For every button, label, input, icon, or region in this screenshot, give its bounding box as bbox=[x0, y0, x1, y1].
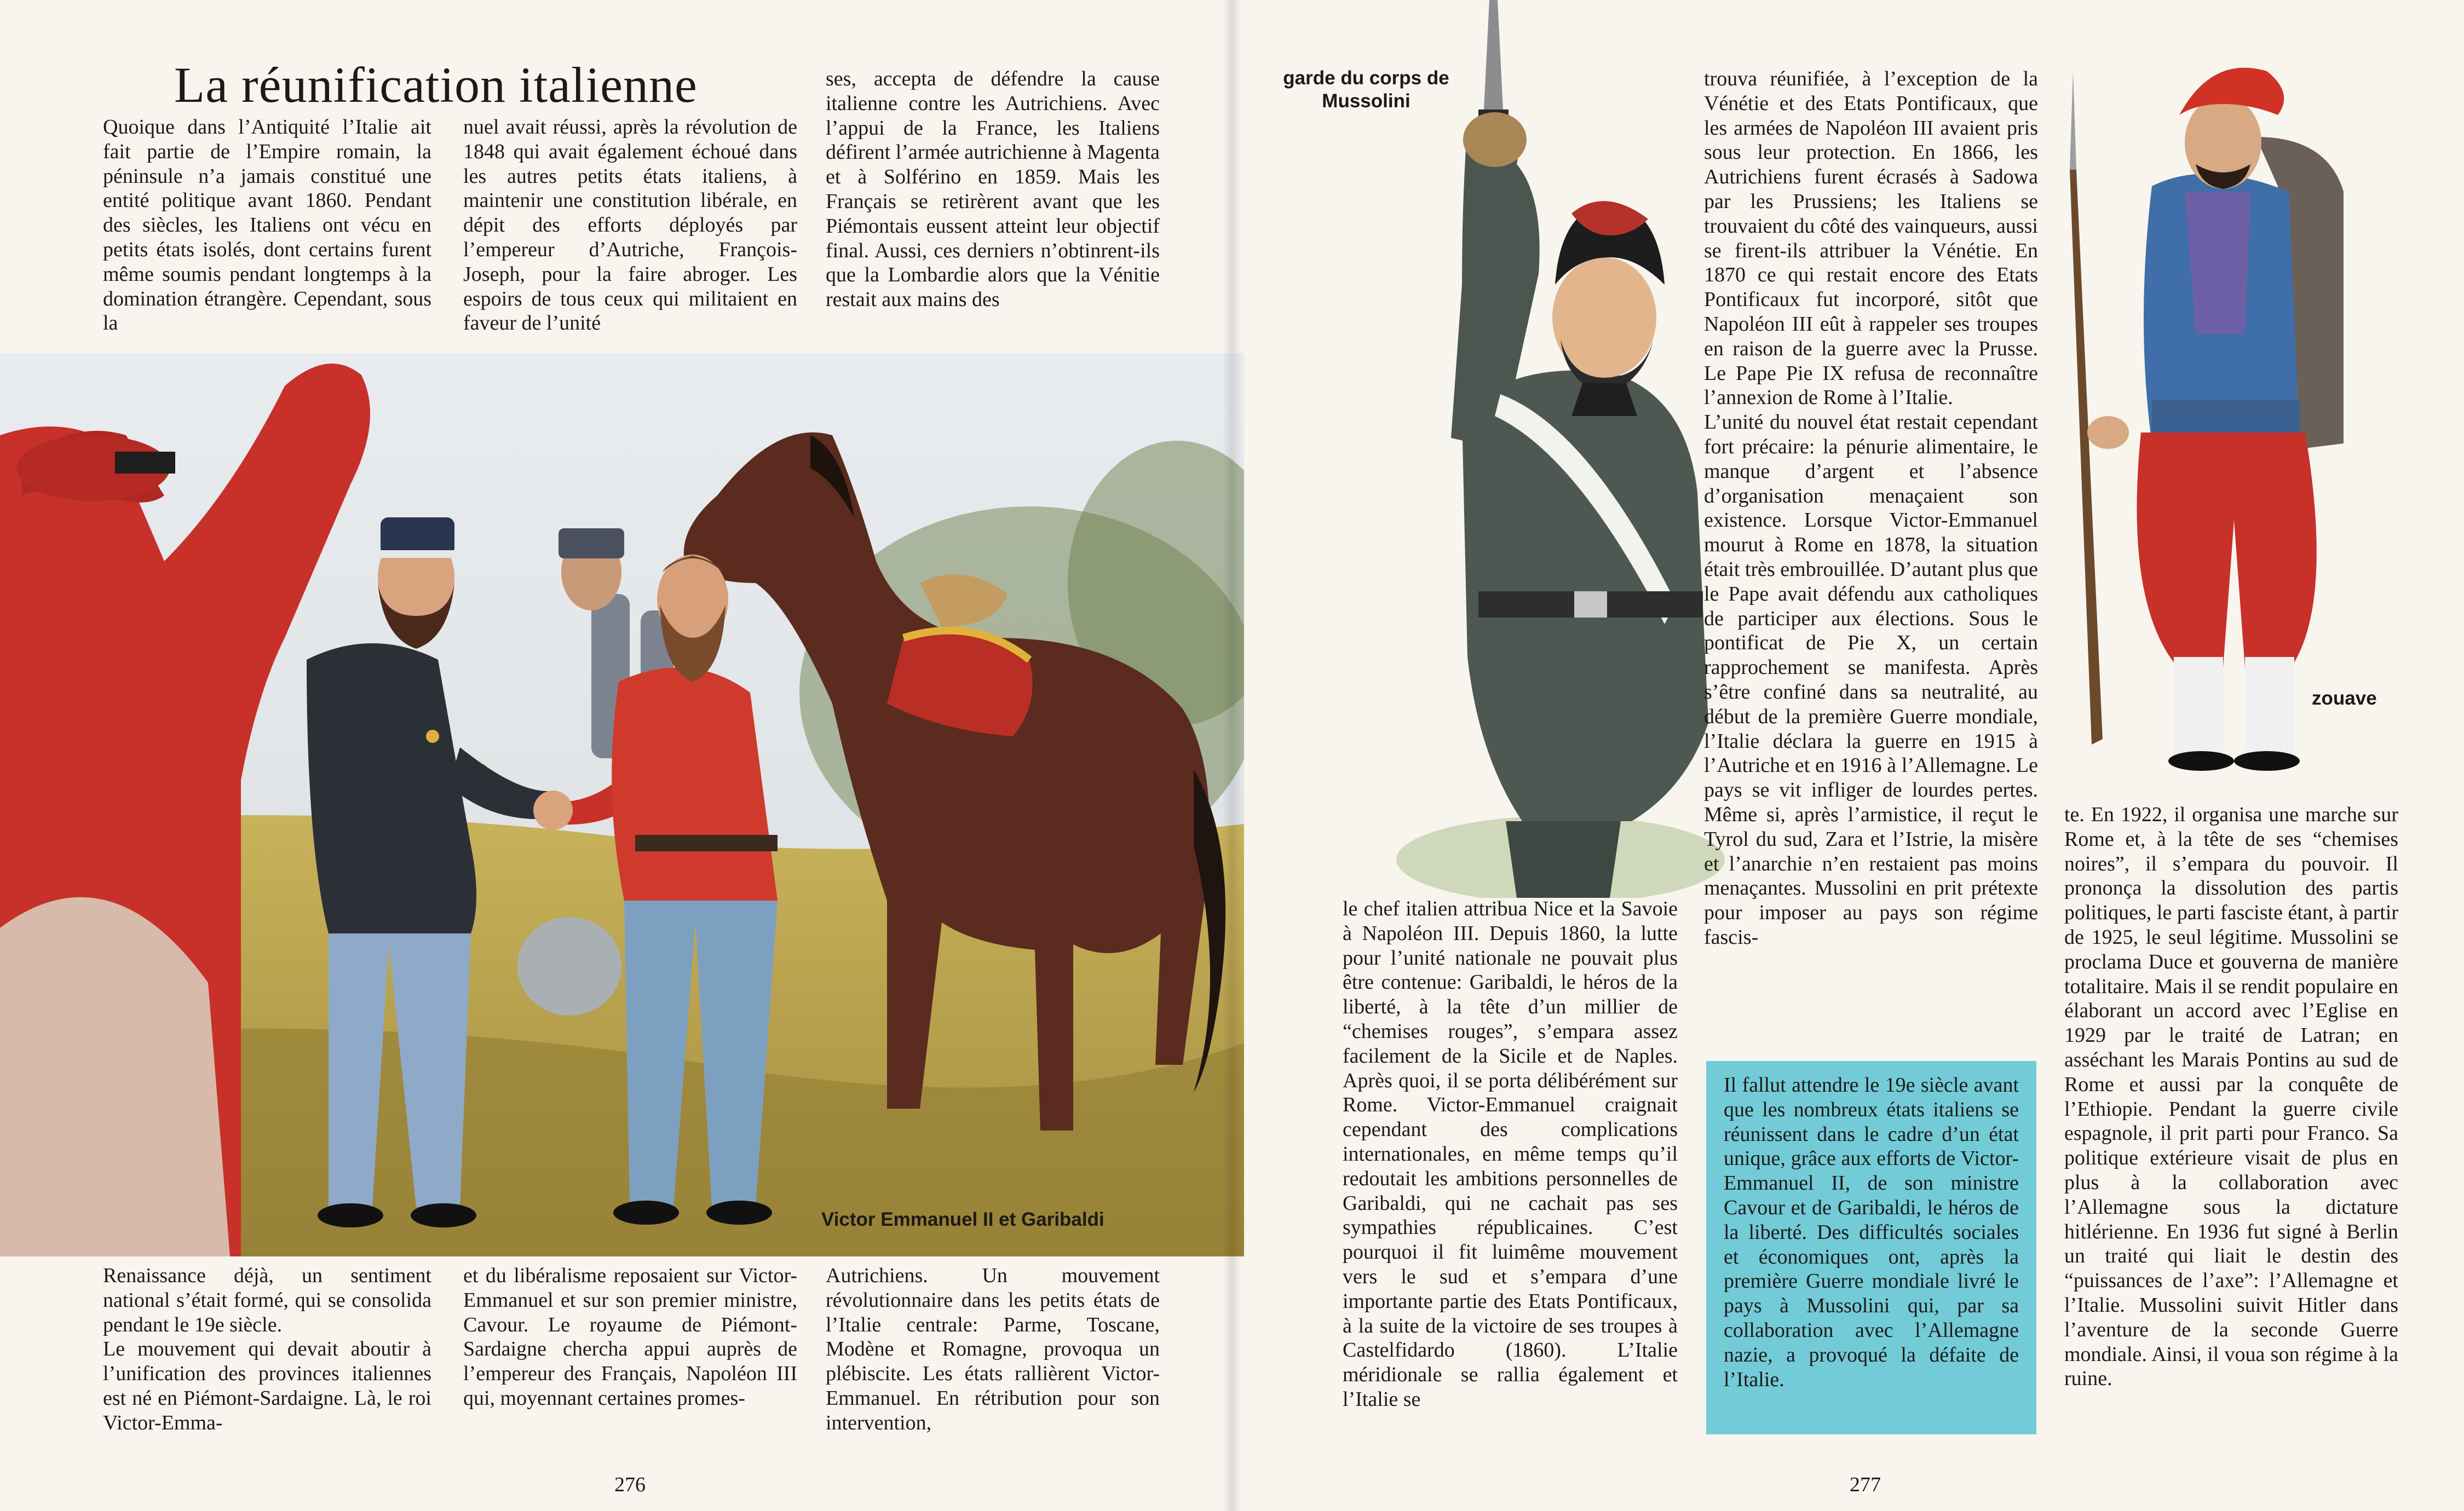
summary-info-box bbox=[1706, 1061, 2036, 1434]
illustration-victor-garibaldi bbox=[0, 353, 1244, 1256]
paragraph: et du libéralisme reposaient sur Victor-Emmanuel et sur son premier ministre, Cavour. Le royaume de Piémont-Sardaigne chercha appui auprès de l’empereur des Français, Napoléon III qui, moyennant certaines promes- bbox=[463, 1264, 797, 1410]
left-col1-bottom bbox=[103, 1264, 431, 1435]
paragraph: nuel avait réussi, après la révolution de 1848 qui avait également échoué dans les autres petits états italiens, à maintenir une constitution libérale, en dépit des efforts déployés par l’empereur d’Autriche, François-Joseph, pour la faire abroger. Les espoirs de tous ceux qui militaient en faveur de l’unité bbox=[463, 116, 797, 335]
paragraph: Renaissance déjà, un sentiment national s’était formé, qui se consolida pendant le 19e siècle. bbox=[103, 1264, 431, 1336]
right-col-c bbox=[2064, 803, 2398, 1391]
right-col-b bbox=[1704, 67, 2038, 950]
illustration-zouave bbox=[2070, 49, 2354, 788]
paragraph: trouva réunifiée, à l’exception de la Vénétie et des Etats Pontificaux, que les armées de Napoléon III avaient pris sous leur protection. En 1866, les Autrichiens furent écrasés à Sadowa par les Prussiens; les Italiens se trouvaient du côté des vainqueurs, aussi se firent-ils attribuer la Vénétie. En 1870 ce qui restait encore des Etats Pontificaux fut incorporé, sitôt que Napoléon III eût à rappeler ses troupes en raison de la guerre avec la Prusse. Le Pape Pie IX refusa de reconnaître l’annexion de Rome à l’Italie. bbox=[1704, 67, 2038, 410]
page-title: La réunification italienne bbox=[174, 57, 698, 113]
paragraph: Autrichiens. Un mouvement révolutionnaire dans les petits états de l’Italie centrale: Parme, Toscane, Modène et Romagne, provoqua un plébiscite. Les états rallièrent Victor-Emmanuel. En rétribution pour son intervention, bbox=[826, 1264, 1160, 1434]
right-col-a bbox=[1343, 897, 1678, 1412]
illustration-painting bbox=[0, 353, 1244, 1256]
paragraph: ses, accepta de défendre la cause italienne contre les Autrichiens. Avec l’appui de la France, les Italiens défirent l’armée autrichienne à Magenta et à Solférino en 1859. Mais les Français se retirèrent avant que les Piémontais eussent atteint leur objectif final. Aussi, ces derniers n’obtinrent-ils que la Lombardie alors que la Vénitie restait aux mains des bbox=[826, 67, 1160, 312]
paragraph: L’unité du nouvel état restait cependant fort précaire: la pénurie alimentaire, le manque d’argent et l’absence d’organisation menaçaient son existence. Lorsque Victor-Emmanuel mourut à Rome en 1878, la situation était très embrouillée. D’autant plus que le Pape avait défendu aux catholiques de participer aux élections. Sous le pontificat de Pie X, un certain rapprochement se manifesta. Après s’être confiné dans sa neutralité, au début de la première Guerre mondiale, l’Italie déclara la guerre en 1915 à l’Autriche et en 1916 à l’Allemagne. Le pays se vit infliger de lourdes pertes. Même si, après l’armistice, il reçut le Tyrol du sud, Zara et l’Istrie, la misère et l’anarchie n’en restaient pas moins menaçantes. Mussolini en prit prétexte pour imposer au pays son régime fascis- bbox=[1704, 411, 2038, 949]
info-box-text: Il fallut attendre le 19e siècle avant que les nombreux états italiens se réunissent dans le cadre d’un état unique, grâce aux efforts de Victor-Emmanuel II, de son ministre Cavour et de Garibaldi, le héros de la liberté. Des difficultés sociales et économiques ont, après la première Guerre mondiale livré le pays à Mussolini qui, par sa collaboration avec l’Allemagne nazie, a provoqué la défaite de l’Italie. bbox=[1724, 1074, 2019, 1391]
left-col2-bottom bbox=[463, 1264, 797, 1411]
page-gutter bbox=[1222, 0, 1242, 1511]
left-col3-bottom bbox=[826, 1264, 1160, 1435]
caption-zouave: zouave bbox=[2312, 688, 2377, 709]
left-col3-top bbox=[826, 67, 1160, 312]
illustration-caption: Victor Emmanuel II et Garibaldi bbox=[821, 1209, 1104, 1230]
left-col1-top bbox=[103, 115, 431, 336]
page-number-right: 277 bbox=[1850, 1473, 1881, 1496]
paragraph: te. En 1922, il organisa une marche sur Rome et, à la tête de ses “chemises noires”, il s’empara du pouvoir. Il prononça la dissolution des partis politiques, le parti fasciste étant, à partir de 1925, le seul légitime. Mussolini se proclama Duce et gouverna de manière totalitaire. Mais il se rendit populaire en élaborant un accord avec l’Eglise en 1929 par le traité de Latran; en asséchant les Marais Pontins au sud de Rome et aussi par la conquête de l’Ethiopie. Pendant la guerre civile espagnole, il prit parti pour Franco. Sa politique extérieure visait de plus en plus à la collaboration avec l’Allemagne sous la dictature hitlérienne. En 1936 fut signé à Berlin un traité qui liait le destin des “puissances de l’axe”: l’Allemagne et l’Italie. Mussolini suivit Hitler dans l’aventure de la seconde Guerre mondiale. Ainsi, il voua son régime à la ruine. bbox=[2064, 803, 2398, 1391]
page-number-left: 276 bbox=[614, 1473, 646, 1496]
paragraph: Le mouvement qui devait aboutir à l’unification des provinces italiennes est né en Piémont-Sardaigne. Là, le roi Victor-Emma- bbox=[103, 1337, 431, 1434]
paragraph: le chef italien attribua Nice et la Savoie à Napoléon III. Depuis 1860, la lutte pour l’unité nationale ne pouvait plus être contenue: Garibaldi, le héros de la liberté, à la tête d’un millier de “chemises rouges”, s’empara assez facilement de la Sicile et de Naples. Après quoi, il se porta délibérément sur Rome. Victor-Emmanuel craignait cependant des complications internationales, en même temps qu’il redoutait les ambitions personnelles de Garibaldi, qui ne cachait pas ses sympathies républicaines. C’est pourquoi il fit luimême mouvement vers le sud et s’empara d’une importante partie des Etats Pontificaux, à la suite de la victoire de ses troupes à Castelfidardo (1860). L’Italie méridionale se rallia également et l’Italie se bbox=[1343, 897, 1678, 1411]
paragraph: Quoique dans l’Antiquité l’Italie ait fait partie de l’Empire romain, la péninsule n’a jamais constitué une entité politique avant 1860. Pendant des siècles, les Italiens ont vécu en petits états isolés, dont certains furent même soumis pendant longtemps à la domination étrangère. Cependant, sous la bbox=[103, 116, 431, 335]
left-col2-top bbox=[463, 115, 797, 336]
caption-guard: garde du corps de Mussolini bbox=[1283, 67, 1449, 112]
